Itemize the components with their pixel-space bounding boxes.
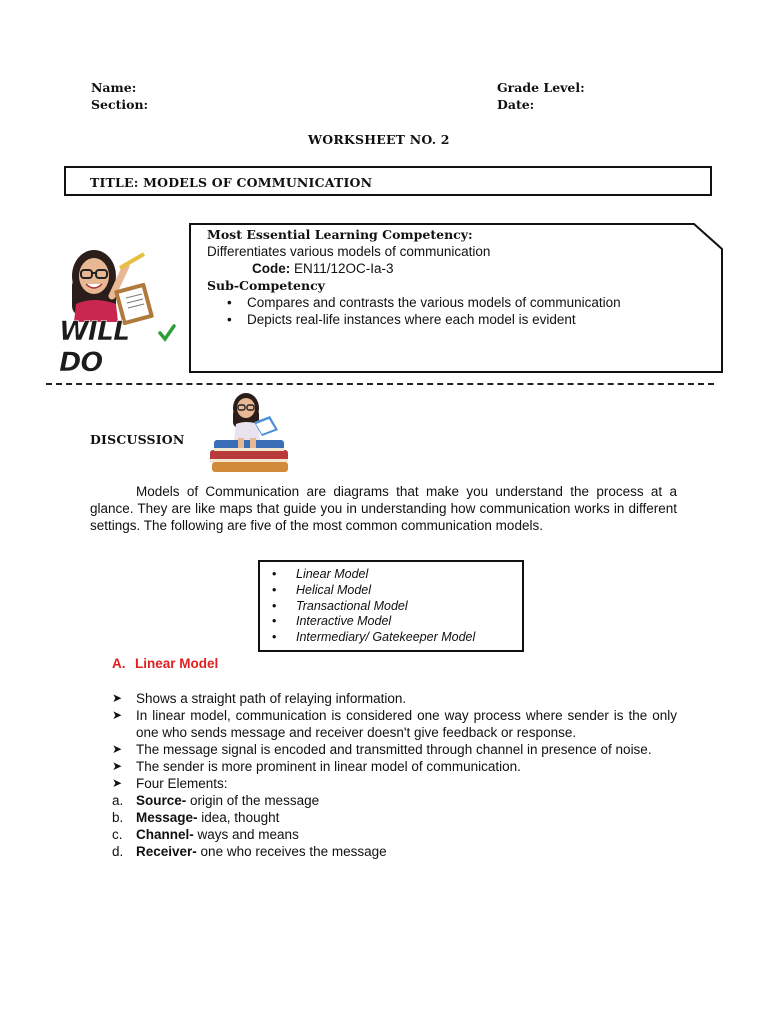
element-item: d. Receiver- one who receives the message (112, 844, 387, 859)
code-label: Code: (252, 261, 291, 276)
section-a-heading (112, 656, 218, 671)
linear-model-points (112, 690, 677, 860)
sub-competency-list (207, 294, 707, 328)
list-item: ➤ The message signal is encoded and transmitted through channel in presence of noise. (112, 742, 652, 757)
dashed-divider (46, 383, 714, 385)
list-item: ➤ The sender is more prominent in linear model of communication. (112, 759, 521, 774)
discussion-paragraph: Models of Communication are diagrams that make you understand the process at a glance. They are like maps that guide you in understanding how communication works in different settings. The following are five of the most common communication models. (90, 484, 677, 533)
reading-avatar (206, 390, 292, 476)
list-item: ➤ In linear model, communication is considered one way process where sender is the only one who sends message and receiver doesn't give feedback or response. (112, 708, 677, 740)
element-item: b. Message- idea, thought (112, 810, 280, 825)
section-a-title: Linear Model (135, 656, 219, 671)
model-item: • Helical Model (296, 583, 522, 599)
model-item: • Interactive Model (296, 614, 522, 630)
list-item: ➤ Shows a straight path of relaying information. (112, 691, 407, 706)
sub-competency-item: • Compares and contrasts the various models of communication (247, 294, 707, 311)
grade-level-label: Grade Level: (497, 80, 585, 95)
list-item: ➤ Four Elements: (112, 776, 228, 791)
competency-heading: Most Essential Learning Competency: (207, 227, 473, 242)
arrow-bullet-icon: ➤ (112, 759, 123, 773)
checkmark-icon (158, 324, 176, 342)
date-label: Date: (497, 97, 535, 112)
arrow-bullet-icon: ➤ (112, 691, 123, 705)
sub-competency-item: • Depicts real-life instances where each model is evident (247, 311, 707, 328)
competency-code-line (207, 260, 707, 277)
models-list (260, 562, 522, 646)
arrow-bullet-icon: ➤ (112, 708, 123, 722)
section-label: Section: (91, 97, 149, 112)
arrow-bullet-icon: ➤ (112, 776, 123, 790)
code-value: EN11/12OC-Ia-3 (294, 261, 394, 276)
competency-box (188, 222, 724, 374)
model-item: • Transactional Model (296, 599, 522, 615)
competency-description: Differentiates various models of communication (207, 244, 491, 259)
model-item: • Linear Model (296, 567, 522, 583)
discussion-label: DISCUSSION (90, 432, 185, 447)
section-a-letter: A. (112, 656, 126, 671)
element-item: c. Channel- ways and means (112, 827, 299, 842)
name-label: Name: (91, 80, 137, 95)
element-item: a. Source- origin of the message (112, 793, 320, 808)
model-item: • Intermediary/ Gatekeeper Model (296, 630, 522, 646)
sub-competency-heading: Sub-Competency (207, 278, 325, 293)
will-do-avatar (56, 244, 180, 378)
models-list-box (258, 560, 524, 652)
reading-avatar-illustration (206, 390, 292, 476)
title-box (64, 166, 712, 196)
title-text: TITLE: MODELS OF COMMUNICATION (90, 175, 373, 190)
worksheet-title: WORKSHEET NO. 2 (308, 132, 450, 147)
arrow-bullet-icon: ➤ (112, 742, 123, 756)
will-do-badge: WILL DO (59, 316, 130, 378)
